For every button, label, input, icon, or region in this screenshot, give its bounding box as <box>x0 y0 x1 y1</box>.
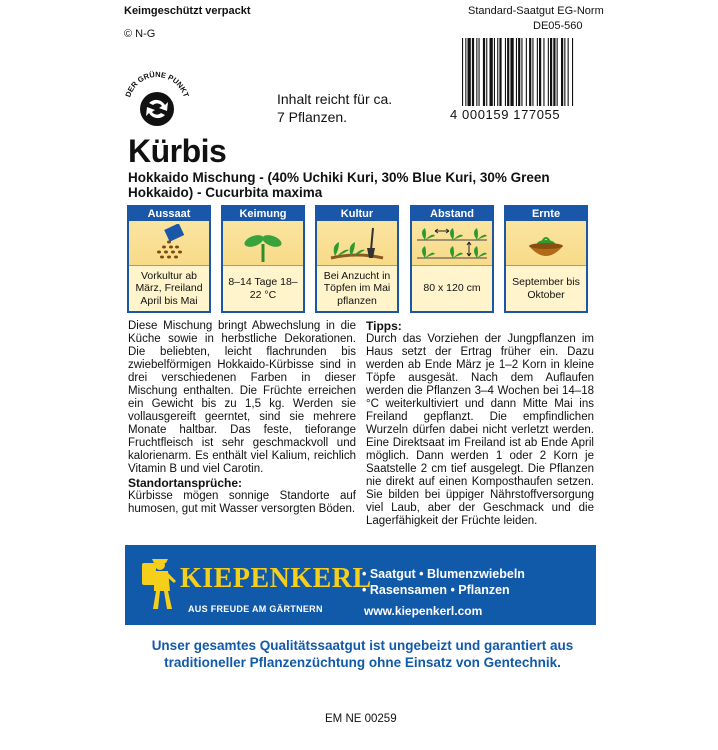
location-heading: Standortansprüche: <box>128 476 243 490</box>
tips-text: Durch das Vorziehen der Jungpflanzen im Haus setzt der Ertrag früher ein. Dazu werden ab Ende März je 1–2 Korn in kleine Töpfe ausgesät. Nach dem Auflaufen werden die Pflanzen 3–4 Wochen bei 14–18 °C weiterkultiviert und dann Mitte Mai ins Freiland gepflanzt. Die empfindlichen Wurzeln dürfen dabei nicht verletzt werden. Eine Direktsaat im Freiland ist ab Ende April möglich. Dann werden 1 oder 2 Korn je Saatstelle 2 cm tief ausgelegt. Die Pflanzen nie direkt auf einen Komposthaufen setzen. Sie bilden bei üppiger Nährstoffversorgung viel Laub, aber der Geschmack und die Lagerfähigkeit der Früchte leiden. <box>366 333 594 527</box>
info-box-text: Bei Anzucht in Töpfen im Mai pflanzen <box>317 265 397 311</box>
brand-product-list <box>362 566 525 598</box>
barcode-bar <box>539 38 541 106</box>
quality-statement: Unser gesamtes Qualitätssaatgut ist ungebeizt und garantiert aus traditioneller Pflanzenzüchtung ohne Einsatz von Gentechnik. <box>151 638 574 670</box>
product-subtitle: Hokkaido Mischung - (40% Uchiki Kuri, 30% Blue Kuri, 30% Green Hokkaido) - Cucurbita maxima <box>128 170 550 200</box>
barcode-bar <box>483 38 485 106</box>
barcode-bar <box>564 38 565 106</box>
info-box-label: Aussaat <box>129 207 209 221</box>
spacing-icon <box>412 221 492 267</box>
info-box-kultur <box>315 205 399 313</box>
harvest-bowl-icon <box>506 221 586 267</box>
svg-text:DER GRÜNE PUNKT: DER GRÜNE PUNKT <box>123 69 191 99</box>
barcode-bar <box>494 38 495 106</box>
seed-packet-icon <box>129 221 209 267</box>
info-box-text: 8–14 Tage 18–22 °C <box>223 265 303 311</box>
info-box-label: Kultur <box>317 207 397 221</box>
barcode-bar <box>472 38 474 106</box>
barcode-bar <box>490 38 493 106</box>
brand-line: • Rasensamen • Pflanzen <box>362 583 510 597</box>
barcode-bar <box>486 38 487 106</box>
barcode-bar <box>462 38 463 106</box>
green-dot-recycling-icon <box>121 67 193 139</box>
barcode-bar <box>465 38 466 106</box>
brand-url: www.kiepenkerl.com <box>364 604 483 618</box>
barcode-digits: 4 000159 177055 <box>450 107 561 122</box>
barcode-bar <box>476 38 477 106</box>
barcode-bar <box>497 38 498 106</box>
kiepenkerl-figure-icon <box>136 555 178 611</box>
info-box-text: 80 x 120 cm <box>412 265 492 311</box>
seed-standard: Standard-Saatgut EG-Norm <box>468 5 604 17</box>
barcode-bar <box>499 38 501 106</box>
brand-logo: KIEPENKERL <box>180 563 372 594</box>
info-box-text: Vorkultur ab März, Freiland April bis Mai <box>129 265 209 311</box>
barcode-bar <box>518 38 520 106</box>
info-box-label: Ernte <box>506 207 586 221</box>
info-box-keimung <box>221 205 305 313</box>
barcode-bar <box>526 38 527 106</box>
barcode-bar <box>561 38 563 106</box>
info-box-label: Keimung <box>223 207 303 221</box>
barcode-bar <box>510 38 513 106</box>
barcode-bar <box>468 38 471 106</box>
plant-spade-icon <box>317 221 397 267</box>
barcode-bar <box>479 38 480 106</box>
seed-code: DE05-560 <box>533 20 583 32</box>
barcode-bar <box>572 38 573 106</box>
packaging-note: Keimgeschützt verpackt <box>124 5 251 17</box>
barcode-bar <box>521 38 522 106</box>
info-box-abstand <box>410 205 494 313</box>
product-title: Kürbis <box>128 133 227 169</box>
description: Diese Mischung bringt Abwechslung in die Küche sowie in herbstliche Dekorationen. Die beliebten, leicht flachrunden bis zwiebelförmigen Hokkaido-Kürbisse sind in drei verschiedenen Farben in dieser Mischung enthalten. Die Früchte erreichen ein Gewicht bis zu 1,5 kg. Werden sie vollausgereift geerntet, sind sie mehrere Monate haltbar. Das feste, tieforange Fruchtfleisch ist sehr geschmackvoll und kalorienarm. Es enthält viel Kalium, reichlich Vitamin B und viel Carotin. <box>128 320 356 475</box>
barcode-bar <box>543 38 544 106</box>
brand-line: • Saatgut • Blumenzwiebeln <box>362 567 525 581</box>
info-box-text: September bis Oktober <box>506 265 586 311</box>
seedling-icon <box>223 221 303 267</box>
barcode-bar <box>568 38 569 106</box>
barcode-bar <box>537 38 538 106</box>
tips-heading: Tipps: <box>366 319 402 333</box>
barcode-bar <box>548 38 549 106</box>
barcode <box>462 38 604 106</box>
footer-code: EM NE 00259 <box>325 713 397 725</box>
copyright: © N-G <box>124 28 156 40</box>
info-box-aussaat <box>127 205 211 313</box>
barcode-bar <box>507 38 509 106</box>
barcode-bar <box>557 38 558 106</box>
barcode-bar <box>529 38 531 106</box>
barcode-bar <box>550 38 552 106</box>
barcode-bar <box>505 38 506 106</box>
barcode-bar <box>516 38 517 106</box>
info-box-label: Abstand <box>412 207 492 221</box>
contents-note: Inhalt reicht für ca. 7 Pflanzen. <box>277 91 393 125</box>
barcode-bar <box>553 38 555 106</box>
location-text: Kürbisse mögen sonnige Standorte auf humosen, gut mit Wasser versorgten Böden. <box>128 490 356 515</box>
info-box-ernte <box>504 205 588 313</box>
brand-slogan: AUS FREUDE AM GÄRTNERN <box>188 604 323 614</box>
barcode-bar <box>532 38 533 106</box>
